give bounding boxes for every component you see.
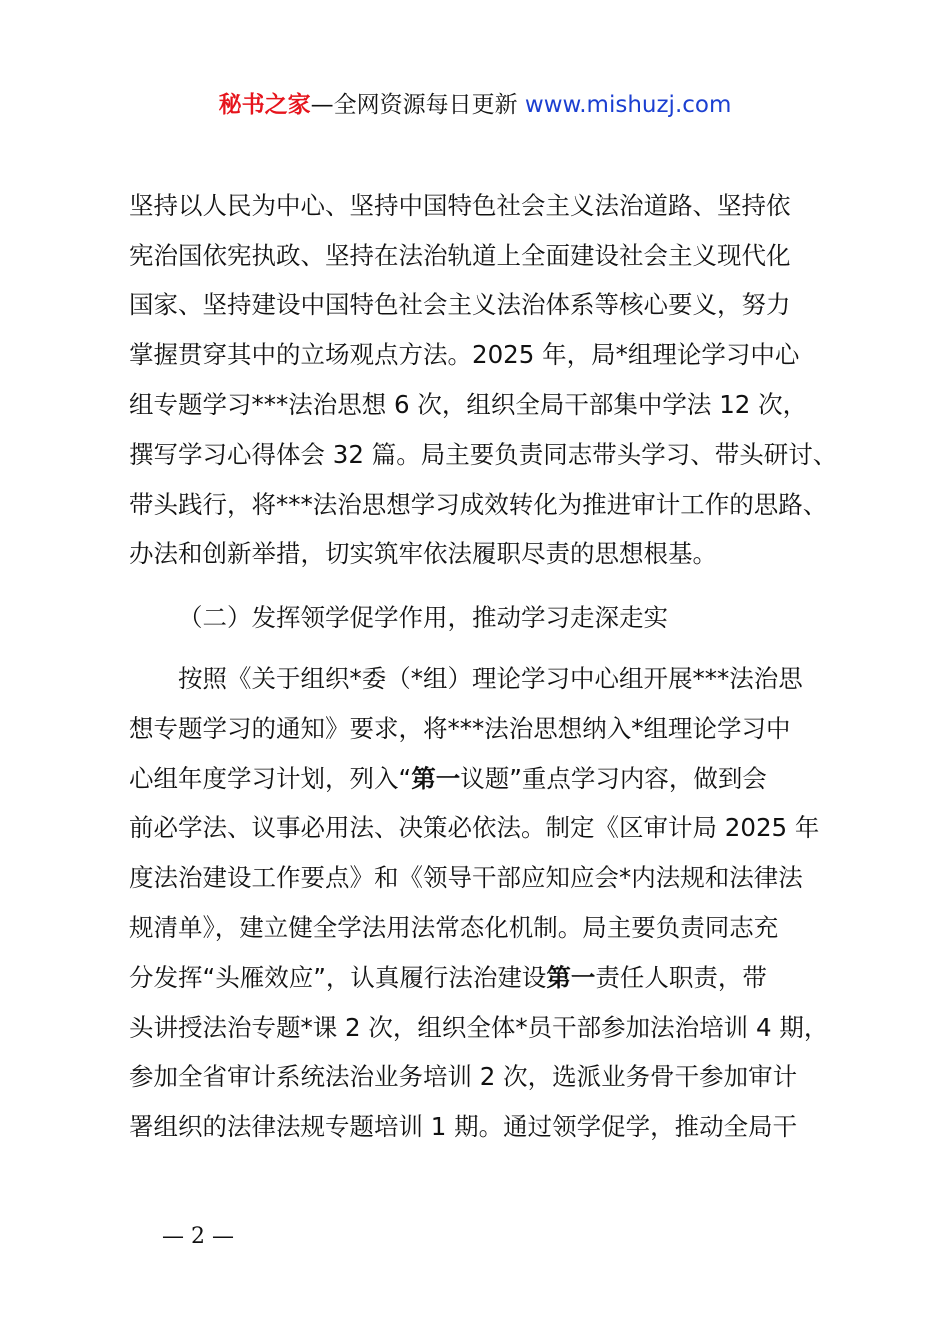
body-line: 撰写学习心得体会 32 篇。局主要负责同志带头学习、带头研讨、 <box>129 440 838 469</box>
site-header <box>0 88 950 122</box>
body-line: 国家、坚持建设中国特色社会主义法治体系等核心要义，努力 <box>129 290 791 319</box>
text-run: 责任人职责，带 <box>595 963 767 992</box>
text-run: 分发挥“头雁效应”，认真履行法治建设 <box>129 963 547 992</box>
body-line: 前必学法、议事必用法、决策必依法。制定《区审计局 2025 年 <box>129 813 820 842</box>
site-url[interactable]: www.mishuzj.com <box>524 92 732 118</box>
page-number: — 2 — <box>162 1224 234 1249</box>
bold-text-run: 第一 <box>546 963 596 992</box>
body-line: 掌握贯穿其中的立场观点方法。2025 年，局*组理论学习中心 <box>129 340 800 369</box>
body-line: 参加全省审计系统法治业务培训 2 次，选派业务骨干参加审计 <box>129 1062 798 1091</box>
bold-text-run: 第一 <box>411 764 461 793</box>
body-line: 度法治建设工作要点》和《领导干部应知应会*内法规和法律法 <box>129 863 803 892</box>
body-line: 宪治国依宪执政、坚持在法治轨道上全面建设社会主义现代化 <box>129 241 791 270</box>
body-line: 想专题学习的通知》要求，将***法治思想纳入*组理论学习中 <box>129 714 791 743</box>
body-line: 坚持以人民为中心、坚持中国特色社会主义法治道路、坚持依 <box>129 191 791 220</box>
body-line: 头讲授法治专题*课 2 次，组织全体*员干部参加法治培训 4 期， <box>129 1013 829 1042</box>
body-line: 带头践行，将***法治思想学习成效转化为推进审计工作的思路、 <box>129 490 828 519</box>
site-slogan: —全网资源每日更新 <box>310 92 525 118</box>
body-line <box>129 961 767 995</box>
body-line: 按照《关于组织*委（*组）理论学习中心组开展***法治思 <box>178 664 803 693</box>
text-run: 心组年度学习计划，列入“ <box>129 764 412 793</box>
body-line: 规清单》，建立健全学法用法常态化机制。局主要负责同志充 <box>129 913 779 942</box>
body-line: 署组织的法律法规专题培训 1 期。通过领学促学，推动全局干 <box>129 1112 798 1141</box>
body-line <box>129 762 767 796</box>
section-heading: （二）发挥领学促学作用，推动学习走深走实 <box>178 603 668 632</box>
site-brand: 秘书之家 <box>218 92 311 118</box>
body-line: 组专题学习***法治思想 6 次，组织全局干部集中学法 12 次， <box>129 390 808 419</box>
body-line: 办法和创新举措，切实筑牢依法履职尽责的思想根基。 <box>129 539 717 568</box>
text-run: 议题”重点学习内容，做到会 <box>460 764 767 793</box>
